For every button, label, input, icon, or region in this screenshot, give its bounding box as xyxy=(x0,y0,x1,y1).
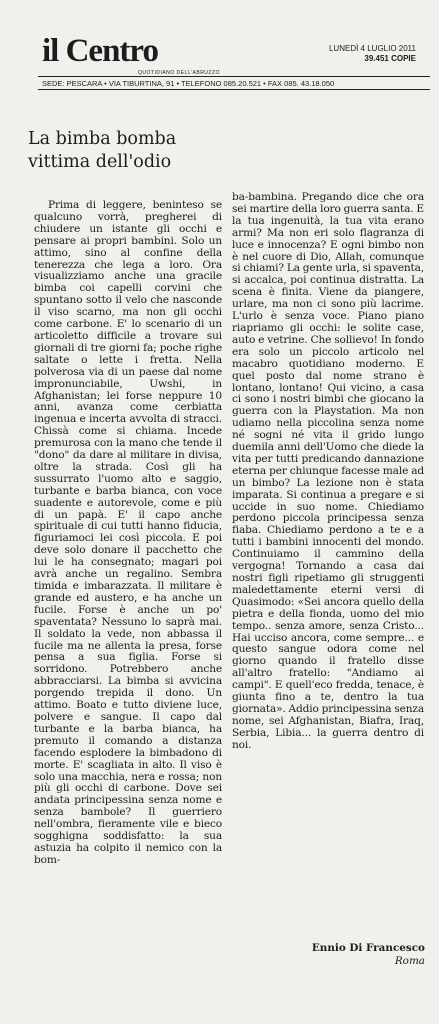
title-line-2: vittima dell'odio xyxy=(28,152,172,172)
article-author: Ennio Di Francesco xyxy=(311,942,425,954)
article-column-1 xyxy=(34,200,222,1018)
column-2-text: ba-bambina. Pregando dice che ora sei martire della loro guerra santa. E la tua ingenuità, la tua vita erano armi? Ma non eri solo flagranza di luce e innocenza? E ogni bimbo non è nel cuore di Dio, Allah, comunque si chiami? La gente urla, si spaventa, si accalca, poi continua distratta. La scena è finita. Viene da piangere, urlare, ma non ci sono più lacrime. L'urlo è senza voce. Piano piano riapriamo gli occhi: le solite case, auto e vetrine. Che sollievo! In fondo era solo un piccolo articolo nel macabro quotidiano moderno. E quel posto dal nome strano è lontano, lontano! Qui vicino, a casa ci sono i nostri bimbi che giocano la guerra con la Playstation. Ma non udiamo nella piccolina senza nome né sogni né vita il grido lungo duemila anni dell'Uomo che diede la vita per tutti predicando dannazione eterna per chiunque facesse male ad un bimbo? La lezione non è stata imparata. Si continua a pregare e si uccide in suo nome. Chiediamo perdono piccola principessa senza fiaba. Chiediamo perdono a te e a tutti i bambini innocenti del mondo. Continuiamo il cammino della vergogna! Tornando a casa dai nostri figli ripetiamo gli struggenti maledettamente eterni versi di Quasimodo: «Sei ancora quello della pietra e della fionda, uomo del mio tempo.. senza amore, senza Cristo... Hai ucciso ancora, come sempre... e questo sangue odora come nel giorno quando il fratello disse all'altro fratello: "Andiamo ai campi". E quell'eco fredda, tenace, è giunta fino a te, dentro la tua giornata». Addio principessina senza nome, sei Afghanistan, Biafra, Iraq, Serbia, Libia... la guerra dentro di noi. xyxy=(232,192,424,751)
author-city: Roma xyxy=(394,955,425,967)
title-line-1: La bimba bomba xyxy=(28,129,177,149)
article-title xyxy=(28,128,238,174)
column-1-text: Prima di leggere, beninteso se qualcuno vorrà, pregherei di chiudere un istante gli occhi e pensare ai propri bambini. Solo un attimo, sino al confine della tenerezza che lega a loro. Ora visualizziamo anche una gracile bimba coi capelli corvini che spuntano sotto il velo che nasconde il viso scarno, ma non gli occhi come carbone. E' lo scenario di un articoletto difficile a trovare sui giornali di tre giorni fa; poche righe saltate o lette i fretta. Nella polverosa via di un paese dal nome impronunciabile, Uwshi, in Afghanistan; lei forse neppure 10 anni, avanza come cerbiatta ingenua e incerta avvolta di stracci. Chissà come si chiama. Incede premurosa con la mano che tende il "dono" da dare al militare in divisa, oltre la strada. Così gli ha sussurrato l'uomo alto e saggio, turbante e barba bianca, con voce suadente e autorevole, come e più di un papà. E' il capo anche spirituale di cui tutti hanno fiducia, figuriamoci lei così piccola. E poi deve solo donare il pacchetto che lui le ha consegnato; magari poi avrà anche un regalino. Sembra timida e imbarazzata. Il militare è grande ed austero, e ha anche un fucile. Forse è anche un po' spaventata? Nessuno lo saprà mai. Il soldato la vede, non abbassa il fucile ma ne allenta la presa, forse pensa a sua figlia. Forse si sorridono. Potrebbero anche abbracciarsi. La bimba si avvicina porgendo trepida il dono. Un attimo. Boato e tutto diviene luce, polvere e sangue. Il capo dal turbante e la barba bianca, ha premuto il comando a distanza facendo esplodere la bimbadono di morte. E' scagliata in alto. Il viso è solo una macchia, nera e rossa; non più gli occhi di carbone. Dove sei andata principessina senza nome e senza bambole? Il guerriero nell'ombra, fieramente vile e bieco sogghigna soddisfatto: la sua astuzia ha colpito il nemico con la bom- xyxy=(34,200,222,866)
contact-info-bar: SEDE: PESCARA • VIA TIBURTINA, 91 • TELEFONO 085.20.521 • FAX 085. 43.18.050 xyxy=(38,76,430,90)
issue-date: LUNEDÌ 4 LUGLIO 2011 xyxy=(328,44,416,53)
article-column-2 xyxy=(232,192,424,944)
newspaper-logo: il Centro xyxy=(42,33,158,69)
copies-count: 39.451 COPIE xyxy=(364,54,416,63)
newspaper-tagline: QUOTIDIANO DELL'ABRUZZO xyxy=(138,70,220,76)
